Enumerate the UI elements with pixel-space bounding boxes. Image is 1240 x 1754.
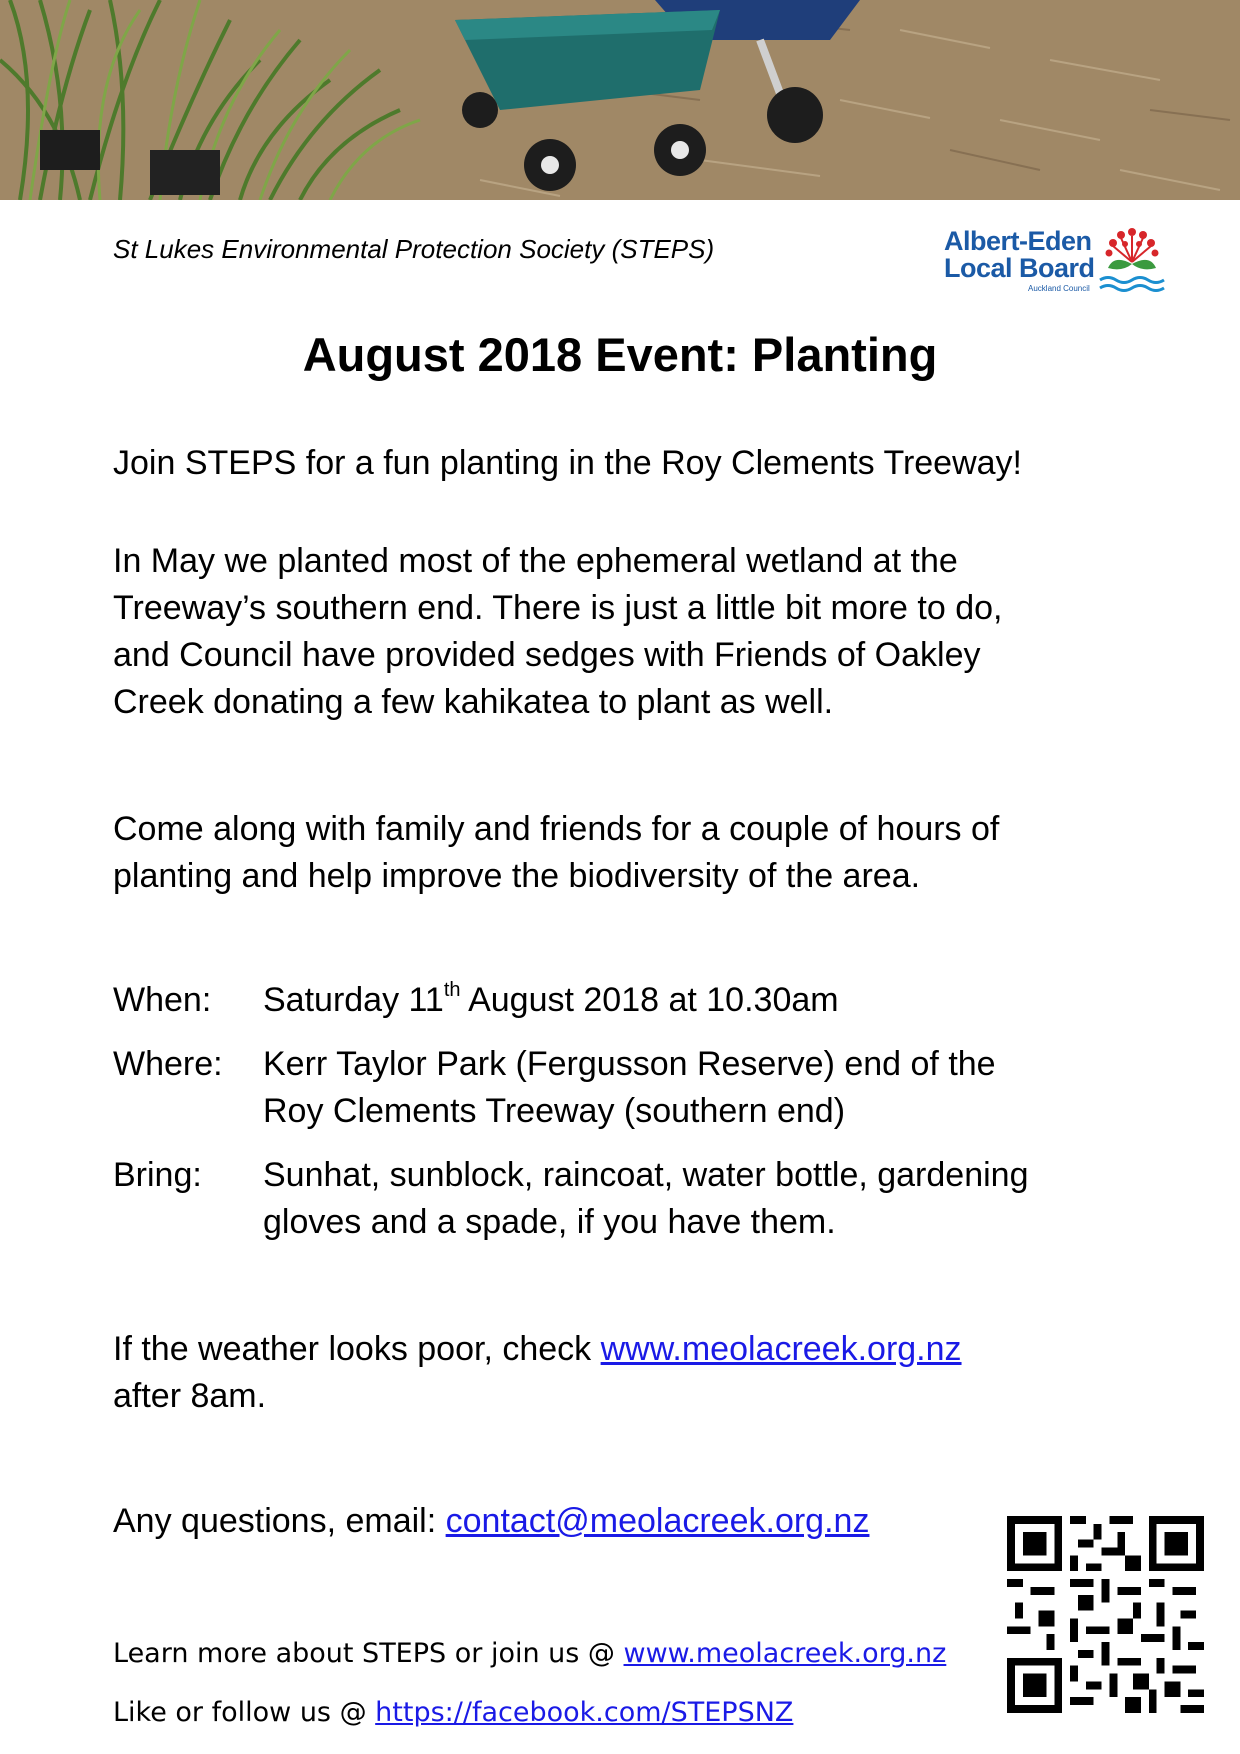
learn-more-line: Learn more about STEPS or join us @ www.meolacreek.org.nz [113, 1638, 947, 1669]
when-value: Saturday 11th August 2018 at 10.30am [263, 979, 839, 1019]
pohutukawa-flower-icon [1092, 224, 1172, 296]
follow-line: Like or follow us @ https://facebook.com/STEPSNZ [113, 1697, 794, 1728]
questions-line: Any questions, email: contact@meolacreek.org.nz [113, 1502, 870, 1540]
where-value: Kerr Taylor Park (Fergusson Reserve) end of the Roy Clements Treeway (southern end) [263, 1045, 996, 1130]
learn-more-link[interactable]: www.meolacreek.org.nz [623, 1638, 947, 1669]
bring-label: Bring: [113, 1156, 202, 1194]
weather-website-link[interactable]: www.meolacreek.org.nz [600, 1330, 962, 1368]
weather-note: If the weather looks poor, check www.meolacreek.org.nz after 8am. [113, 1330, 962, 1415]
logo-wordmark: Albert-Eden Local Board [944, 226, 1095, 283]
org-name: St Lukes Environmental Protection Society (STEPS) [113, 234, 715, 264]
where-label: Where: [113, 1045, 223, 1083]
where-row [113, 1041, 1123, 1135]
contact-email-link[interactable]: contact@meolacreek.org.nz [445, 1502, 870, 1540]
header-photo [0, 0, 1240, 200]
facebook-link[interactable]: https://facebook.com/STEPSNZ [375, 1697, 794, 1728]
paragraph-come-along: Come along with family and friends for a couple of hours of planting and help improve the biodiversity of the area. [113, 810, 1000, 895]
albert-eden-logo [944, 224, 1179, 296]
intro-text: Join STEPS for a fun planting in the Roy Clements Treeway! [113, 444, 1023, 482]
when-label: When: [113, 981, 212, 1019]
qr-code[interactable] [1007, 1516, 1204, 1713]
logo-subtext: Auckland Council [1028, 284, 1090, 293]
bring-row [113, 1152, 1123, 1246]
paragraph-wetland: In May we planted most of the ephemeral wetland at the Treeway’s southern end. There is just a little bit more to do, and Council have provided sedges with Friends of Oakley Creek donating a few kahikatea to plant as well. [113, 542, 1003, 721]
when-row [113, 977, 1123, 1024]
bring-value: Sunhat, sunblock, raincoat, water bottle, gardening gloves and a spade, if you have them. [263, 1156, 1029, 1241]
page-title: August 2018 Event: Planting [302, 328, 938, 381]
